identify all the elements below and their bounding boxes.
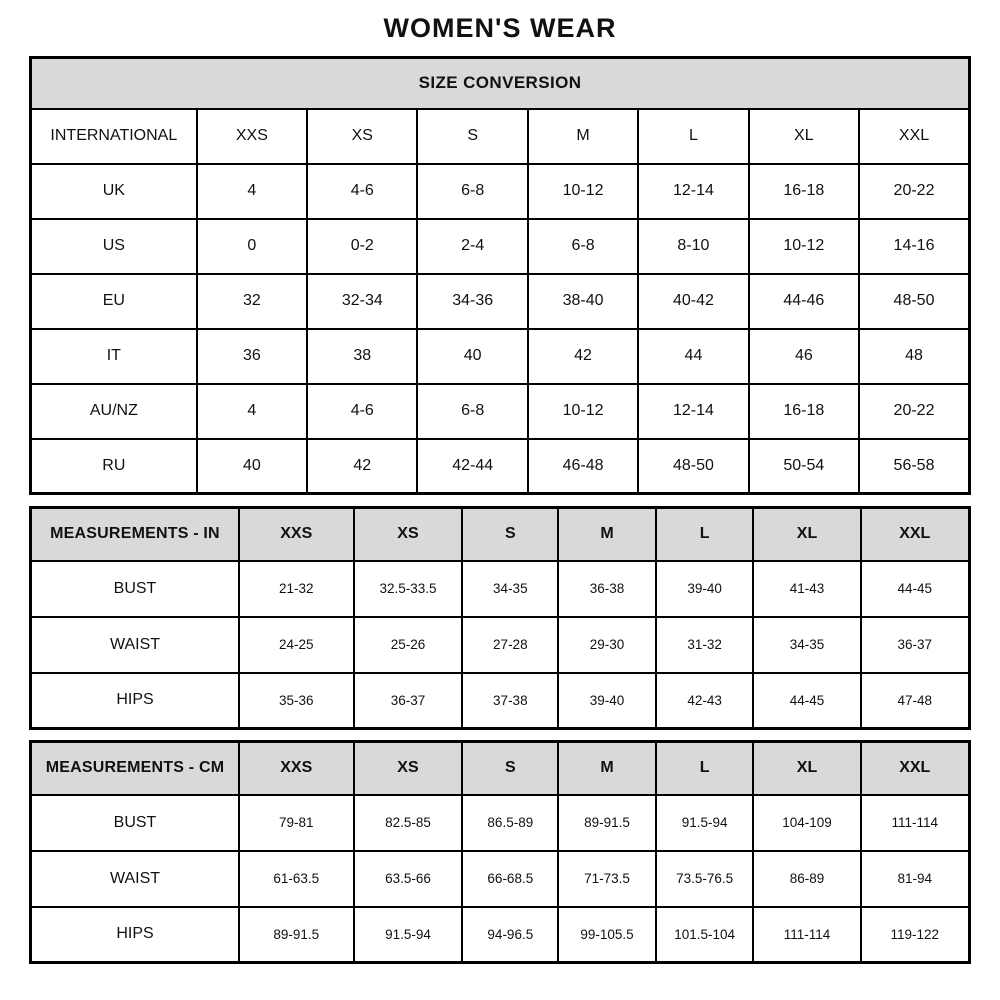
column-header-cell: INTERNATIONAL — [31, 109, 197, 164]
row-label: HIPS — [31, 673, 239, 729]
column-header-cell: XL — [753, 508, 860, 561]
table-cell: 66-68.5 — [462, 851, 558, 907]
table-cell: 47-48 — [861, 673, 970, 729]
measurements-cm-table — [29, 740, 971, 964]
column-header-cell: S — [417, 109, 527, 164]
column-header-cell: M — [528, 109, 638, 164]
table-cell: 6-8 — [528, 219, 638, 274]
table-cell: 39-40 — [656, 561, 754, 617]
column-header-cell: XS — [307, 109, 417, 164]
row-label: WAIST — [31, 617, 239, 673]
row-label: IT — [31, 329, 197, 384]
table-cell: 4 — [197, 384, 307, 439]
table-cell: 44 — [638, 329, 748, 384]
column-header-cell: L — [638, 109, 748, 164]
column-header-cell: XXL — [861, 508, 970, 561]
table-cell: 42 — [307, 439, 417, 494]
size-columns-row — [31, 109, 970, 164]
table-cell: 89-91.5 — [239, 907, 354, 963]
column-header-cell: S — [462, 508, 558, 561]
table-cell: 4-6 — [307, 384, 417, 439]
table-cell: 101.5-104 — [656, 907, 754, 963]
table-cell: 21-32 — [239, 561, 354, 617]
row-label: UK — [31, 164, 197, 219]
measurements-cm-label: MEASUREMENTS - CM — [31, 742, 239, 795]
table-cell: 44-46 — [749, 274, 859, 329]
table-cell: 29-30 — [558, 617, 656, 673]
table-cell: 8-10 — [638, 219, 748, 274]
table-cell: 48 — [859, 329, 969, 384]
column-header-cell: XS — [354, 742, 463, 795]
table-cell: 14-16 — [859, 219, 969, 274]
table-cell: 36 — [197, 329, 307, 384]
table-row — [31, 561, 970, 617]
table-cell: 34-35 — [753, 617, 860, 673]
column-header-cell: L — [656, 742, 754, 795]
column-header-cell: XL — [749, 109, 859, 164]
table-cell: 31-32 — [656, 617, 754, 673]
table-cell: 40 — [197, 439, 307, 494]
table-cell: 89-91.5 — [558, 795, 656, 851]
table-cell: 99-105.5 — [558, 907, 656, 963]
measurements-cm-body — [31, 795, 970, 963]
table-row — [31, 384, 970, 439]
table-cell: 42-44 — [417, 439, 527, 494]
table-cell: 27-28 — [462, 617, 558, 673]
row-label: EU — [31, 274, 197, 329]
table-cell: 111-114 — [753, 907, 860, 963]
table-cell: 32-34 — [307, 274, 417, 329]
table-cell: 48-50 — [638, 439, 748, 494]
column-header-cell: L — [656, 508, 754, 561]
table-cell: 10-12 — [749, 219, 859, 274]
table-cell: 104-109 — [753, 795, 860, 851]
measurements-in-body — [31, 561, 970, 729]
row-label: WAIST — [31, 851, 239, 907]
table-cell: 20-22 — [859, 164, 969, 219]
table-row — [31, 673, 970, 729]
table-cell: 79-81 — [239, 795, 354, 851]
table-cell: 36-37 — [861, 617, 970, 673]
table-cell: 119-122 — [861, 907, 970, 963]
table-cell: 16-18 — [749, 164, 859, 219]
table-row — [31, 439, 970, 494]
table-cell: 48-50 — [859, 274, 969, 329]
column-header-cell: XXL — [861, 742, 970, 795]
table-cell: 71-73.5 — [558, 851, 656, 907]
table-cell: 46-48 — [528, 439, 638, 494]
table-row — [31, 329, 970, 384]
table-cell: 4-6 — [307, 164, 417, 219]
table-cell: 44-45 — [753, 673, 860, 729]
table-cell: 20-22 — [859, 384, 969, 439]
table-cell: 42-43 — [656, 673, 754, 729]
section-header-row — [31, 58, 970, 109]
table-row — [31, 219, 970, 274]
column-header-cell: M — [558, 742, 656, 795]
table-cell: 50-54 — [749, 439, 859, 494]
table-cell: 73.5-76.5 — [656, 851, 754, 907]
row-label: BUST — [31, 561, 239, 617]
table-cell: 6-8 — [417, 384, 527, 439]
table-cell: 10-12 — [528, 384, 638, 439]
table-row — [31, 795, 970, 851]
table-cell: 38 — [307, 329, 417, 384]
column-header-cell: XXL — [859, 109, 969, 164]
table-row — [31, 164, 970, 219]
table-cell: 12-14 — [638, 384, 748, 439]
table-cell: 34-35 — [462, 561, 558, 617]
table-cell: 25-26 — [354, 617, 463, 673]
table-cell: 0-2 — [307, 219, 417, 274]
row-label: RU — [31, 439, 197, 494]
table-cell: 16-18 — [749, 384, 859, 439]
table-cell: 111-114 — [861, 795, 970, 851]
table-cell: 42 — [528, 329, 638, 384]
table-row — [31, 907, 970, 963]
table-cell: 37-38 — [462, 673, 558, 729]
measurements-cm-header-row — [31, 742, 970, 795]
table-cell: 32.5-33.5 — [354, 561, 463, 617]
table-cell: 56-58 — [859, 439, 969, 494]
table-cell: 94-96.5 — [462, 907, 558, 963]
table-cell: 12-14 — [638, 164, 748, 219]
column-header-cell: M — [558, 508, 656, 561]
row-label: HIPS — [31, 907, 239, 963]
table-cell: 40-42 — [638, 274, 748, 329]
column-header-cell: XL — [753, 742, 860, 795]
row-label: US — [31, 219, 197, 274]
table-cell: 86.5-89 — [462, 795, 558, 851]
column-header-cell: XS — [354, 508, 463, 561]
table-cell: 34-36 — [417, 274, 527, 329]
table-cell: 61-63.5 — [239, 851, 354, 907]
table-cell: 82.5-85 — [354, 795, 463, 851]
measurements-in-header-row — [31, 508, 970, 561]
table-cell: 91.5-94 — [656, 795, 754, 851]
table-cell: 41-43 — [753, 561, 860, 617]
table-cell: 35-36 — [239, 673, 354, 729]
table-cell: 24-25 — [239, 617, 354, 673]
table-cell: 63.5-66 — [354, 851, 463, 907]
size-conversion-header: SIZE CONVERSION — [31, 58, 970, 109]
table-cell: 44-45 — [861, 561, 970, 617]
column-header-cell: XXS — [197, 109, 307, 164]
measurements-in-table — [29, 506, 971, 730]
table-cell: 10-12 — [528, 164, 638, 219]
table-cell: 38-40 — [528, 274, 638, 329]
table-cell: 81-94 — [861, 851, 970, 907]
size-conversion-table — [29, 56, 971, 495]
column-header-cell: XXS — [239, 742, 354, 795]
table-cell: 39-40 — [558, 673, 656, 729]
column-header-cell: XXS — [239, 508, 354, 561]
measurements-in-label: MEASUREMENTS - IN — [31, 508, 239, 561]
table-row — [31, 617, 970, 673]
table-cell: 86-89 — [753, 851, 860, 907]
table-cell: 4 — [197, 164, 307, 219]
table-cell: 0 — [197, 219, 307, 274]
column-header-cell: S — [462, 742, 558, 795]
table-cell: 40 — [417, 329, 527, 384]
table-cell: 32 — [197, 274, 307, 329]
row-label: AU/NZ — [31, 384, 197, 439]
table-cell: 36-38 — [558, 561, 656, 617]
table-cell: 91.5-94 — [354, 907, 463, 963]
row-label: BUST — [31, 795, 239, 851]
table-cell: 46 — [749, 329, 859, 384]
table-cell: 2-4 — [417, 219, 527, 274]
table-row — [31, 274, 970, 329]
size-conversion-body — [31, 164, 970, 494]
table-row — [31, 851, 970, 907]
page-title: WOMEN'S WEAR — [383, 13, 617, 43]
table-cell: 36-37 — [354, 673, 463, 729]
table-cell: 6-8 — [417, 164, 527, 219]
